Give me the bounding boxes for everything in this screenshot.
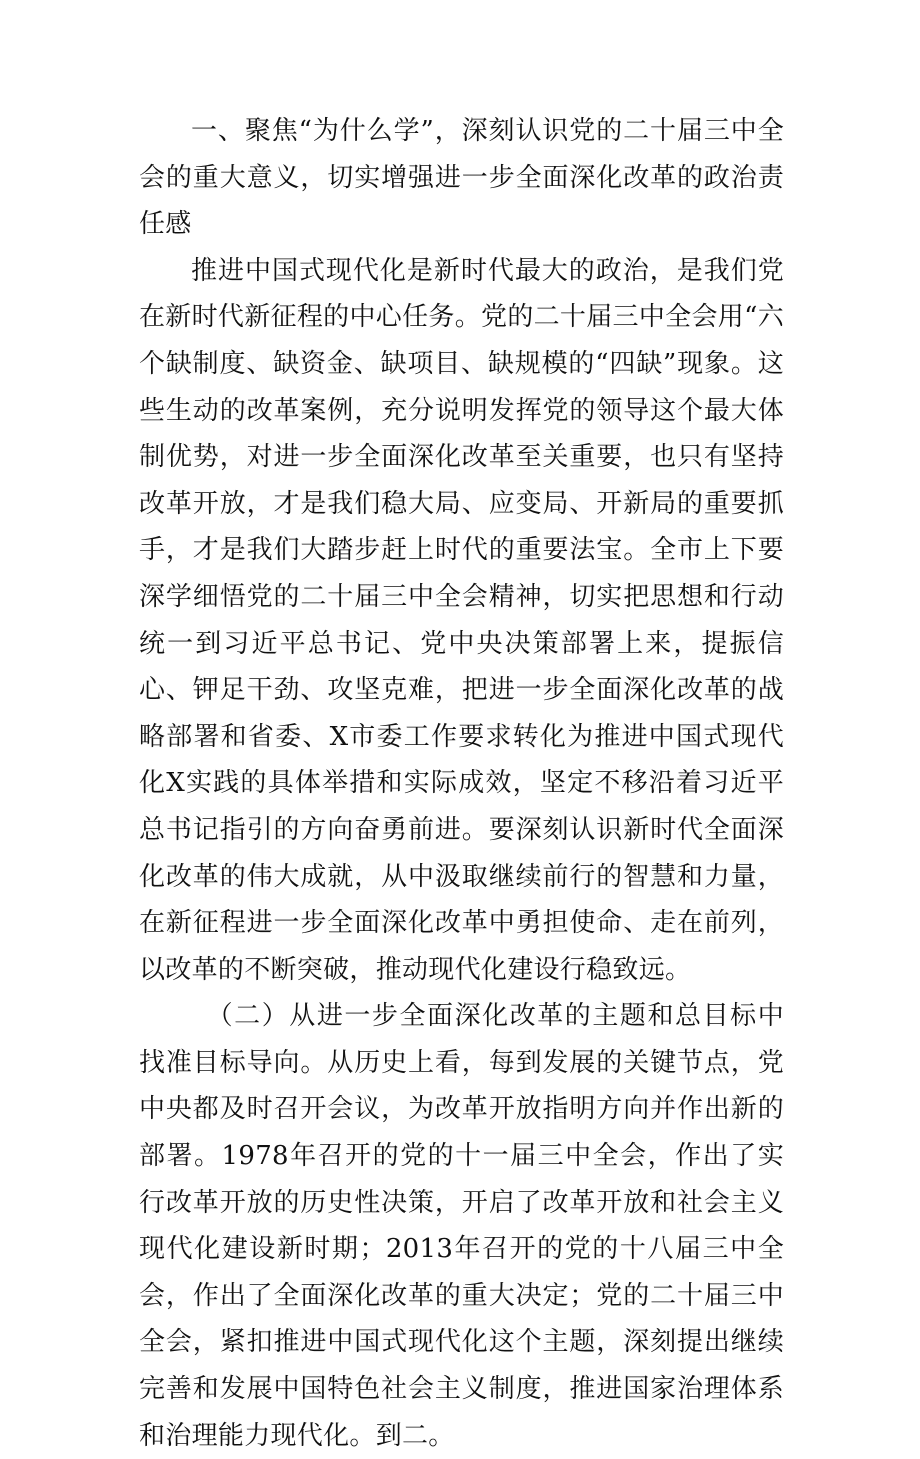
section-heading: 一、聚焦“为什么学”，深刻认识党的二十届三中全会的重大意义，切实增强进一步全面深化改革的政治责任感 (139, 116, 784, 240)
document-body (139, 108, 784, 1459)
body-paragraph: 推进中国式现代化是新时代最大的政治，是我们党在新时代新征程的中心任务。党的二十届三中全会用“六个缺制度、缺资金、缺项目、缺规模的“四缺”现象。这些生动的改革案例，充分说明发挥党的领导这个最大体制优势，对进一步全面深化改革至关重要，也只有坚持改革开放，才是我们稳大局、应变局、开新局的重要抓手，才是我们大踏步赶上时代的重要法宝。全市上下要深学细悟党的二十届三中全会精神，切实把思想和行动统一到习近平总书记、党中央决策部署上来，提振信心、钾足干劲、攻坚克难，把进一步全面深化改革的战略部署和省委、X市委工作要求转化为推进中国式现代化X实践的具体举措和实际成效，坚定不移沿着习近平总书记指引的方向奋勇前进。要深刻认识新时代全面深化改革的伟大成就，从中汲取继续前行的智慧和力量，在新征程进一步全面深化改革中勇担使命、走在前列，以改革的不断突破，推动现代化建设行稳致远。 (139, 255, 784, 985)
subsection-paragraph: （二）从进一步全面深化改革的主题和总目标中找准目标导向。从历史上看，每到发展的关键节点，党中央都及时召开会议，为改革开放指明方向并作出新的部署。1978年召开的党的十一届三中全会，作出了实行改革开放的历史性决策，开启了改革开放和社会主义现代化建设新时期；2013年召开的党的十八届三中全会，作出了全面深化改革的重大决定；党的二十届三中全会，紧扣推进中国式现代化这个主题，深刻提出继续完善和发展中国特色社会主义制度，推进国家治理体系和治理能力现代化。到二。 (139, 1001, 784, 1451)
